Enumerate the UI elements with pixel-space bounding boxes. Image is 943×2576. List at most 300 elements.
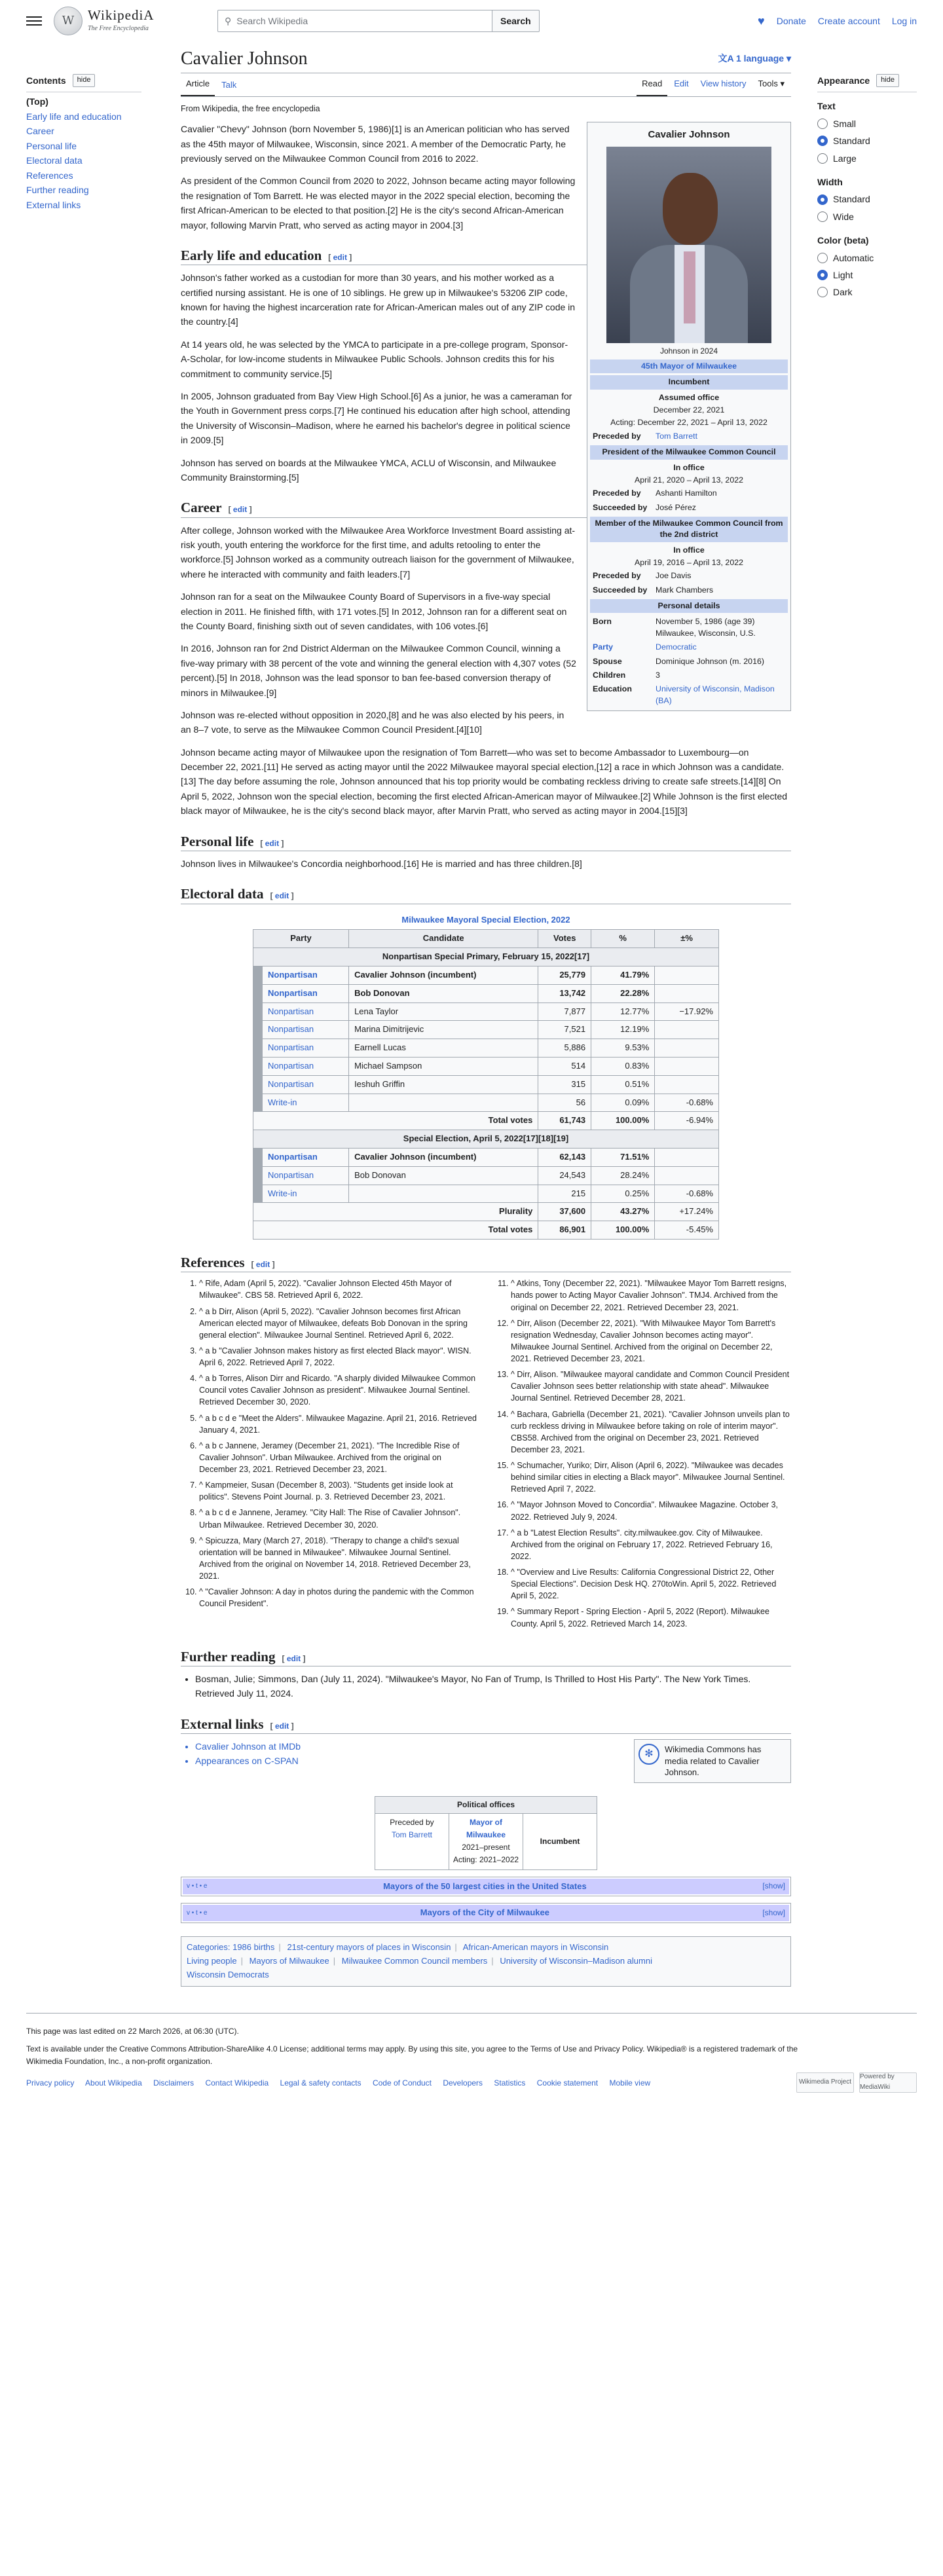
footer-link[interactable]: Privacy policy	[26, 2078, 75, 2088]
column-header: %	[591, 930, 655, 948]
succession-acting: Acting: 2021–2022	[453, 1855, 519, 1865]
candidate-cell: Bob Donovan	[349, 1166, 538, 1185]
preceded-label: Preceded by	[593, 571, 641, 581]
party-cell[interactable]: Nonpartisan	[263, 1075, 349, 1094]
paragraph: Johnson's father worked as a custodian for more than 30 years, and his mother worked as a certified nursing assistant. He is one of 10 siblings. He grew up in Milwaukee's 53206 ZIP code, known for having the highest incarceration rate for African-American males out of any ZIP code in the country.[4]	[181, 272, 576, 327]
site-header	[0, 0, 943, 42]
section-title: References	[181, 1254, 245, 1270]
edit-section-link[interactable]: edit	[333, 252, 347, 262]
reference-item[interactable]: 4. ^ a b Torres, Alison Dirr and Ricardo. "A sharply divided Milwaukee Common Council votes Cavalier Johnson as president". Milwaukee Journal Sentinel. Retrieved December 30, 2020.	[199, 1372, 479, 1408]
footer-link[interactable]: Contact Wikipedia	[205, 2078, 269, 2088]
reference-item[interactable]: 7. ^ Kampmeier, Susan (December 8, 2003). "Students get inside look at politics". Stevens Point Journal. p. 3. Retrieved December 23, 2021.	[199, 1479, 479, 1503]
change-cell	[655, 1148, 719, 1166]
radio-small[interactable]	[817, 119, 828, 129]
section-title: Career	[181, 500, 222, 516]
globe-icon: W	[54, 7, 83, 35]
candidate-cell: Ieshuh Griffin	[349, 1075, 538, 1094]
paragraph: In 2005, Johnson graduated from Bay View High School.[6] As a junior, he was a cameraman for the Youth in Government press corps.[7] He continued his education after high school, attending the University of Wisconsin–Madison, where he earned his bachelor's degree in political science in 2009.[5]	[181, 390, 572, 446]
party-cell[interactable]: Nonpartisan	[263, 1166, 349, 1185]
article-content	[181, 122, 791, 1986]
footer-link[interactable]: Disclaimers	[153, 2078, 194, 2088]
reference-item[interactable]: 5. ^ a b c d e "Meet the Alders". Milwaukee Magazine. April 21, 2016. Retrieved January 4, 2021.	[199, 1412, 479, 1436]
category-link[interactable]: Living people	[187, 1955, 237, 1966]
infobox-office-3[interactable]: Member of the Milwaukee Common Council from the 2nd district	[590, 517, 788, 542]
infobox	[587, 122, 791, 711]
toc-item-further-reading[interactable]: Further reading	[26, 185, 89, 196]
party-cell[interactable]: Nonpartisan	[263, 984, 349, 1003]
total-votes: 61,743	[538, 1112, 591, 1130]
appearance-hide-button[interactable]: hide	[876, 74, 899, 87]
edit-section-link[interactable]: edit	[274, 1721, 289, 1731]
chevron-down-icon: ▾	[780, 79, 785, 89]
party-cell[interactable]: Nonpartisan	[263, 1039, 349, 1058]
intro-paragraph: Cavalier "Chevy" Johnson (born November 5, 1986)[1] is an American politician who has served as the 45th mayor of Milwaukee, Wisconsin, since 2021. A member of the Democratic Party, he previously served on the Milwaukee Common Council from 2016 to 2022.	[181, 124, 570, 164]
toc-item-references[interactable]: References	[26, 170, 73, 181]
infobox-office-2[interactable]: President of the Milwaukee Common Council	[590, 445, 788, 459]
succeeded-label: Succeeded by	[593, 502, 648, 512]
category-link[interactable]: University of Wisconsin–Madison alumni	[500, 1955, 652, 1966]
toc-hide-button[interactable]: hide	[73, 74, 96, 87]
change-cell: -0.68%	[655, 1094, 719, 1112]
candidate-cell	[349, 1094, 538, 1112]
preceded-value: Ashanti Hamilton	[656, 488, 717, 498]
table-row	[253, 1166, 719, 1185]
donate-link[interactable]: Donate	[776, 15, 806, 26]
further-reading-item[interactable]: • Bosman, Julie; Simmons, Dan (July 11, 2024). "Milwaukee's Mayor, No Fan of Trump, Is Thrilled to Host His Party". The New York Times. Retrieved July 11, 2024.	[195, 1672, 791, 1701]
wikimedia-badge[interactable]: Wikimedia Project	[796, 2072, 854, 2093]
party-color-swatch	[253, 1075, 263, 1094]
office-3-dates: April 19, 2016 – April 13, 2022	[634, 558, 743, 568]
radio-dark[interactable]	[817, 287, 828, 297]
external-link-cspan[interactable]: • Appearances on C-SPAN	[195, 1754, 791, 1768]
change-cell: -0.68%	[655, 1185, 719, 1203]
table-row	[253, 1021, 719, 1039]
total-votes: 86,901	[538, 1221, 591, 1240]
toc-item-early-life[interactable]: Early life and education	[26, 111, 122, 122]
votes-cell: 62,143	[538, 1148, 591, 1166]
reference-item[interactable]: 19. ^ Summary Report - Spring Election - April 5, 2022 (Report). Milwaukee County. April 5, 2022. Retrieved March 14, 2023.	[511, 1606, 791, 1629]
mediawiki-badge[interactable]: Powered by MediaWiki	[859, 2072, 917, 2093]
radio-label: Wide	[833, 211, 854, 222]
edit-section-link[interactable]: edit	[265, 838, 280, 848]
paragraph: Johnson was re-elected without opposition in 2020,[8] and he was also elected by his peers, in an 8–7 vote, to serve as the Milwaukee Common Council President.[4][10]	[181, 709, 564, 735]
language-label: 1 language	[735, 52, 785, 64]
party-cell[interactable]: Nonpartisan	[263, 966, 349, 985]
votes-cell: 56	[538, 1094, 591, 1112]
change-cell	[655, 966, 719, 985]
party-color-swatch	[253, 1003, 263, 1021]
total-row	[253, 1203, 719, 1221]
section-heading-personal-life: Personal life [ edit ]	[181, 833, 791, 851]
preceded-link[interactable]: Tom Barrett	[656, 431, 698, 441]
votes-cell: 315	[538, 1075, 591, 1094]
succession-preceded-label: Preceded by	[390, 1817, 434, 1827]
party-cell[interactable]: Write-in	[263, 1094, 349, 1112]
party-cell[interactable]: Nonpartisan	[263, 1057, 349, 1075]
radio-label: Large	[833, 153, 857, 164]
category-link[interactable]: 21st-century mayors of places in Wisconsin	[287, 1942, 451, 1953]
tab-read[interactable]: Read	[637, 73, 667, 96]
preceded-label: Preceded by	[593, 431, 641, 441]
table-row	[253, 1075, 719, 1094]
section-heading-early-life: Early life and education [ edit ]	[181, 247, 791, 265]
column-header: Party	[253, 930, 349, 948]
votes-cell: 25,779	[538, 966, 591, 985]
reference-item[interactable]: 13. ^ Dirr, Alison. "Milwaukee mayoral candidate and Common Council President Cavalier Johnson sees better relationship with state ahead". Milwaukee Journal Sentinel. Retrieved December 28, 2021.	[511, 1369, 791, 1404]
total-change: -5.45%	[655, 1221, 719, 1240]
succession-years: 2021–present	[462, 1843, 510, 1852]
percent-cell: 0.09%	[591, 1094, 655, 1112]
percent-cell: 0.51%	[591, 1075, 655, 1094]
candidate-cell: Marina Dimitrijevic	[349, 1021, 538, 1039]
last-edited: This page was last edited on 22 March 2026, at 06:30 (UTC).	[26, 2026, 239, 2036]
total-change: -6.94%	[655, 1112, 719, 1130]
intro-paragraph: As president of the Common Council from 2020 to 2022, Johnson became acting mayor following the resignation of Tom Barrett. He was elected mayor in the 2022 special election, becoming the first African-American to be elected to that position.[2] He is the city's second African-American mayor, following Marvin Pratt, who served as acting mayor in 2004.[3]	[181, 175, 576, 230]
section-title: Electoral data	[181, 886, 264, 902]
party-cell[interactable]: Write-in	[263, 1185, 349, 1203]
portrait-image[interactable]	[606, 147, 771, 343]
votes-cell: 215	[538, 1185, 591, 1203]
category-link[interactable]: Wisconsin Democrats	[187, 1969, 269, 1979]
table-row	[253, 1057, 719, 1075]
navbox-title[interactable]: Mayors of the 50 largest cities in the United States	[383, 1881, 587, 1891]
reference-item[interactable]: 1. ^ Rife, Adam (April 5, 2022). "Cavalier Johnson Elected 45th Mayor of Milwaukee". CBS 58. Retrieved April 6, 2022.	[199, 1278, 479, 1301]
navbox-show-button[interactable]: [show]	[762, 1908, 785, 1918]
table-row	[253, 1185, 719, 1203]
width-label: Width	[817, 176, 843, 187]
total-row	[253, 1221, 719, 1240]
footer-link[interactable]: Mobile view	[609, 2078, 651, 2088]
total-row	[253, 1112, 719, 1130]
color-label: Color (beta)	[817, 235, 869, 246]
candidate-cell: Cavalier Johnson (incumbent)	[349, 966, 538, 985]
party-color-swatch	[253, 984, 263, 1003]
spouse-label: Spouse	[593, 656, 622, 666]
category-label[interactable]: Categories: 1986 births	[187, 1942, 275, 1953]
navbox-title[interactable]: Mayors of the City of Milwaukee	[420, 1907, 549, 1918]
reference-item[interactable]: 18. ^ "Overview and Live Results: California Congressional District 22, Other Special Elections". Decision Desk HQ. 270toWin. April 5, 2022. Retrieved April 5, 2022.	[511, 1566, 791, 1602]
total-change: +17.24%	[655, 1203, 719, 1221]
party-cell[interactable]: Nonpartisan	[263, 1148, 349, 1166]
percent-cell: 41.79%	[591, 966, 655, 985]
in-office-label: In office	[673, 545, 705, 555]
navbox-milwaukee-mayors	[181, 1903, 791, 1923]
category-link[interactable]: Mayors of Milwaukee	[249, 1955, 329, 1966]
reference-item[interactable]: 15. ^ Schumacher, Yuriko; Dirr, Alison (April 6, 2022). "Milwaukee was decades behind similar cities in electing a Black mayor". Milwaukee Journal Sentinel. Retrieved April 7, 2022.	[511, 1460, 791, 1495]
party-color-swatch	[253, 966, 263, 985]
tagline-from: From Wikipedia, the free encyclopedia	[181, 104, 320, 114]
percent-cell: 12.19%	[591, 1021, 655, 1039]
paragraph: Johnson lives in Milwaukee's Concordia neighborhood.[16] He is married and has three children.[8]	[181, 858, 582, 869]
tab-view-history[interactable]: View history	[700, 79, 747, 89]
site-footer	[26, 2013, 917, 2116]
succeeded-value: Mark Chambers	[656, 585, 714, 595]
section-heading-career: Career [ edit ]	[181, 499, 791, 517]
candidate-cell: Lena Taylor	[349, 1003, 538, 1021]
edit-section-link[interactable]: edit	[232, 505, 248, 515]
external-link-imdb[interactable]: • Cavalier Johnson at IMDb	[195, 1739, 791, 1754]
toc-item-career[interactable]: Career	[26, 126, 54, 137]
radio-label: Small	[833, 118, 857, 129]
column-header: Votes	[538, 930, 591, 948]
reference-item[interactable]: 8. ^ a b c d e Jannene, Jeramey. "City Hall: The Rise of Cavalier Johnson". Urban Milwaukee. Retrieved December 30, 2020.	[199, 1507, 479, 1530]
candidate-cell: Bob Donovan	[349, 984, 538, 1003]
tab-article[interactable]: Article	[181, 73, 215, 96]
education-value[interactable]: University of Wisconsin, Madison (BA)	[656, 684, 775, 705]
candidate-cell: Earnell Lucas	[349, 1039, 538, 1058]
votes-cell: 7,877	[538, 1003, 591, 1021]
section-title: External links	[181, 1716, 264, 1732]
create-account-link[interactable]: Create account	[817, 15, 880, 26]
candidate-cell: Michael Sampson	[349, 1057, 538, 1075]
radio-wide[interactable]	[817, 212, 828, 222]
paragraph: At 14 years old, he was selected by the YMCA to participate in a pre-college program, Sponsor-A-Scholar, for low-income students in Milwaukee Public Schools. Johnson credits this for his commitment to community service.[5]	[181, 339, 568, 379]
toc-item-personal-life[interactable]: Personal life	[26, 140, 77, 151]
toc-title: Contents	[26, 75, 66, 86]
reference-item[interactable]: 3. ^ a b "Cavalier Johnson makes history as first elected Black mayor". WISN. April 6, 2022. Retrieved April 7, 2022.	[199, 1345, 479, 1369]
appearance-title: Appearance	[817, 75, 870, 86]
radio-label: Automatic	[833, 252, 874, 263]
born-label: Born	[593, 617, 612, 627]
section-heading-electoral-data: Electoral data [ edit ]	[181, 885, 791, 904]
category-link[interactable]: Milwaukee Common Council members	[341, 1955, 488, 1966]
percent-cell: 22.28%	[591, 984, 655, 1003]
edit-section-link[interactable]: edit	[286, 1653, 301, 1663]
reference-list	[181, 1278, 791, 1633]
acting-dates: Acting: December 22, 2021 – April 13, 2022	[610, 418, 767, 428]
succeeded-value: José Pérez	[656, 502, 696, 512]
succession-box	[375, 1796, 597, 1870]
change-cell	[655, 984, 719, 1003]
party-cell[interactable]: Nonpartisan	[263, 1003, 349, 1021]
election-results-table	[253, 911, 719, 1240]
license-text: Text is available under the Creative Commons Attribution-ShareAlike 4.0 License; additional terms may apply. By using this site, you agree to the Terms of Use and Privacy Policy. Wikipedia® is a registered trademark of the Wikimedia Foundation, Inc., a non-profit organization.	[26, 2044, 798, 2066]
percent-cell: 71.51%	[591, 1148, 655, 1166]
footer-link[interactable]: About Wikipedia	[85, 2078, 142, 2088]
spouse-value: Dominique Johnson (m. 2016)	[656, 656, 764, 666]
footer-link[interactable]: Legal & safety contacts	[280, 2078, 361, 2088]
table-row	[253, 1094, 719, 1112]
assumed-office-date: December 22, 2021	[653, 405, 725, 415]
votes-cell: 13,742	[538, 984, 591, 1003]
page-title: Cavalier Johnson	[181, 48, 308, 69]
office-2-dates: April 21, 2020 – April 13, 2022	[634, 475, 743, 485]
table-row	[253, 1003, 719, 1021]
percent-cell: 9.53%	[591, 1039, 655, 1058]
election-table-caption[interactable]: Milwaukee Mayoral Special Election, 2022	[401, 914, 570, 925]
total-percent: 100.00%	[591, 1221, 655, 1240]
election-subheader: Special Election, April 5, 2022[17][18][19]	[253, 1130, 719, 1149]
infobox-office-1[interactable]: 45th Mayor of Milwaukee	[590, 359, 788, 373]
page-tabs	[181, 73, 791, 97]
change-cell	[655, 1166, 719, 1185]
votes-cell: 5,886	[538, 1039, 591, 1058]
succession-preceded-link[interactable]: Tom Barrett	[391, 1830, 432, 1840]
radio-standard-width[interactable]	[817, 194, 828, 205]
percent-cell: 0.25%	[591, 1185, 655, 1203]
tab-edit[interactable]: Edit	[674, 79, 689, 89]
edit-section-link[interactable]: edit	[274, 891, 289, 901]
total-percent: 43.27%	[591, 1203, 655, 1221]
party-color-swatch	[253, 1094, 263, 1112]
candidate-cell	[349, 1185, 538, 1203]
change-cell	[655, 1057, 719, 1075]
tab-talk[interactable]: Talk	[221, 80, 237, 90]
tab-tools[interactable]	[752, 73, 790, 96]
reference-item[interactable]: 16. ^ "Mayor Johnson Moved to Concordia". Milwaukee Magazine. October 3, 2022. Retrieved July 9, 2024.	[511, 1499, 791, 1522]
search-form	[217, 10, 540, 32]
radio-label: Dark	[833, 287, 853, 298]
percent-cell: 12.77%	[591, 1003, 655, 1021]
change-cell: −17.92%	[655, 1003, 719, 1021]
in-office-label: In office	[673, 462, 705, 472]
section-title: Early life and education	[181, 247, 322, 263]
footer-link[interactable]: Cookie statement	[536, 2078, 599, 2088]
table-row	[253, 1039, 719, 1058]
succession-title: Political offices	[375, 1797, 597, 1813]
votes-cell: 514	[538, 1057, 591, 1075]
toc-item-electoral-data[interactable]: Electoral data	[26, 155, 83, 166]
edit-section-link[interactable]: edit	[255, 1259, 270, 1269]
radio-standard-text[interactable]	[817, 136, 828, 146]
reference-item[interactable]: 11. ^ Atkins, Tony (December 22, 2021). "Milwaukee Mayor Tom Barrett resigns, hands power to Acting Mayor Cavalier Johnson". TMJ4. Archived from the original on December 22, 2021. Retrieved December 23, 2021.	[511, 1278, 791, 1313]
paragraph: Johnson became acting mayor of Milwaukee upon the resignation of Tom Barrett—who was set to become Ambassador to Luxembourg—on December 22, 2021.[11] He served as acting mayor until the 2022 Milwaukee mayoral special election,[12] a race in which Johnson was a candidate.[13] The day before assuming the role, Johnson announced that his top priority would be combating reckless driving to create safe streets.[14][8] On April 5, 2022, Johnson won the special election, becoming the first elected African-American mayor of Milwaukee.[2] While Johnson is the first elected black mayor of Milwaukee, he is the city's second black mayor, after Marvin Pratt, who served as acting mayor in 2004.[15][3]	[181, 746, 788, 817]
table-row	[253, 966, 719, 985]
percent-cell: 28.24%	[591, 1166, 655, 1185]
radio-label: Light	[833, 269, 853, 280]
tagline: The Free Encyclopedia	[88, 24, 149, 32]
children-label: Children	[593, 670, 626, 680]
infobox-title: Cavalier Johnson	[590, 125, 788, 144]
succession-office-link[interactable]: Mayor of Milwaukee	[466, 1817, 506, 1840]
total-percent: 100.00%	[591, 1112, 655, 1130]
percent-cell: 0.83%	[591, 1057, 655, 1075]
votes-cell: 7,521	[538, 1021, 591, 1039]
search-icon: ⚲	[225, 15, 232, 26]
reference-item[interactable]: 14. ^ Bachara, Gabriella (December 21, 2021). "Cavalier Johnson unveils plan to curb reckless driving in Milwaukee before taking on role of interim mayor". CBS58. Archived from the original on December 23, 2021. Retrieved December 23, 2021.	[511, 1408, 791, 1456]
reference-item[interactable]: 17. ^ a b "Latest Election Results". city.milwaukee.gov. City of Milwaukee. Archived from the original on February 17, 2022. Retrieved February 16, 2022.	[511, 1527, 791, 1562]
election-subheader: Nonpartisan Special Primary, February 15, 2022[17]	[253, 948, 719, 966]
reference-item[interactable]: 10. ^ "Cavalier Johnson: A day in photos during the pandemic with the Common Council President".	[199, 1586, 479, 1610]
appearance-panel	[817, 42, 917, 1987]
language-button[interactable]: 文A 1 language ▾	[718, 52, 791, 64]
party-color-swatch	[253, 1021, 263, 1039]
born-value: November 5, 1986 (age 39) Milwaukee, Wisconsin, U.S.	[656, 617, 756, 638]
radio-large[interactable]	[817, 153, 828, 164]
toc-item-external-links[interactable]: External links	[26, 199, 81, 210]
login-link[interactable]: Log in	[891, 15, 917, 26]
party-value[interactable]: Democratic	[656, 642, 697, 652]
table-of-contents	[26, 42, 141, 1987]
votes-cell: 24,543	[538, 1166, 591, 1185]
main-menu-icon[interactable]	[26, 13, 42, 29]
search-placeholder: Search Wikipedia	[236, 15, 308, 26]
radio-label: Standard	[833, 136, 870, 147]
party-label[interactable]: Party	[593, 642, 613, 652]
section-heading-further-reading: Further reading [ edit ]	[181, 1648, 791, 1666]
total-label: Total votes	[253, 1112, 538, 1130]
reference-item[interactable]: 6. ^ a b c Jannene, Jeramey (December 21, 2021). "The Incredible Rise of Cavalier Johnson". Urban Milwaukee. Archived from the original on December 23, 2021. Retrieved December 23, 2021.	[199, 1440, 479, 1475]
translate-icon: 文A	[718, 52, 736, 64]
infobox-incumbent: Incumbent	[590, 375, 788, 389]
total-label: Plurality	[253, 1203, 538, 1221]
change-cell	[655, 1039, 719, 1058]
reference-item[interactable]: 9. ^ Spicuzza, Mary (March 27, 2018). "Therapy to change a child's sexual orientation will be banned in Milwaukee". Milwaukee Journal Sentinel. Archived from the original on November 14, 2018. Retrieved December 23, 2021.	[199, 1535, 479, 1583]
paragraph: After college, Johnson worked with the Milwaukee Area Workforce Investment Board assisting at-risk youth, youth entering the workforce for the first time, and adults retooling to enter the workforce.[5] Johnson worked as a community outreach liaison for the government of Milwaukee, where he interacted with community and faith leaders.[7]	[181, 524, 576, 580]
search-button[interactable]: Search	[492, 10, 540, 32]
radio-light[interactable]	[817, 270, 828, 280]
party-color-swatch	[253, 1185, 263, 1203]
category-links: Categories: 1986 births | 21st-century mayors of places in Wisconsin | African-American mayors in Wisconsin Living people | Mayors of Milwaukee | Milwaukee Common Council members | University of Wisconsin–Madison alumni Wisconsin Democrats	[181, 1936, 791, 1986]
total-label: Total votes	[253, 1221, 538, 1240]
change-cell	[655, 1075, 719, 1094]
section-heading-references: References [ edit ]	[181, 1254, 791, 1272]
section-heading-external-links: External links [ edit ]	[181, 1716, 791, 1734]
search-input[interactable]	[217, 10, 492, 32]
article-main	[181, 42, 791, 1987]
paragraph: Johnson has served on boards at the Milwaukee YMCA, ACLU of Wisconsin, and Milwaukee Community Brainstorming.[5]	[181, 457, 557, 483]
donate-heart-icon: ♥	[758, 14, 765, 28]
education-label: Education	[593, 684, 632, 694]
section-title: Personal life	[181, 833, 254, 849]
footer-link[interactable]: Developers	[443, 2078, 483, 2088]
page-title-bar	[181, 42, 791, 73]
column-header: Candidate	[349, 930, 538, 948]
category-link[interactable]: African-American mayors in Wisconsin	[462, 1942, 609, 1953]
navbox-vte-links[interactable]: v • t • e	[187, 1909, 208, 1917]
wikimedia-commons-icon: ✻	[638, 1744, 659, 1765]
reference-item[interactable]: 2. ^ a b Dirr, Alison (April 5, 2022). "Cavalier Johnson becomes first African American elected mayor of Milwaukee, defeats Bob Donovan in the spring general election". Milwaukee Journal Sentinel. Retrieved April 6, 2022.	[199, 1306, 479, 1341]
party-color-swatch	[253, 1166, 263, 1185]
party-color-swatch	[253, 1057, 263, 1075]
table-row	[253, 1148, 719, 1166]
children-value: 3	[656, 670, 660, 680]
succession-next: Incumbent	[540, 1836, 580, 1846]
navbox-vte-links[interactable]: v • t • e	[187, 1882, 208, 1890]
reference-item[interactable]: 12. ^ Dirr, Alison (December 22, 2021). "With Milwaukee Mayor Tom Barrett's resignation Wednesday, Cavalier Johnson becomes acting mayor". Milwaukee Journal Sentinel. Archived from the original on December 22, 2021. Retrieved December 23, 2021.	[511, 1317, 791, 1365]
radio-label: Standard	[833, 194, 870, 205]
preceded-value: Joe Davis	[656, 571, 692, 581]
party-cell[interactable]: Nonpartisan	[263, 1021, 349, 1039]
candidate-cell: Cavalier Johnson (incumbent)	[349, 1148, 538, 1166]
toc-item-top[interactable]: (Top)	[26, 96, 48, 107]
infobox-caption: Johnson in 2024	[659, 346, 718, 356]
paragraph: In 2016, Johnson ran for 2nd District Alderman on the Milwaukee Common Council, winning a five-way primary with 38 percent of the vote and winning the general election with 4,307 votes (52 percent).[5] In 2018, Johnson was the lead sponsor to ban fee-based conversion therapy of minors in Milwaukee.[9]	[181, 643, 576, 698]
section-title: Further reading	[181, 1648, 276, 1665]
tools-label: Tools	[758, 79, 778, 89]
succeeded-label: Succeeded by	[593, 585, 648, 595]
personal-details-header: Personal details	[590, 599, 788, 613]
party-color-swatch	[253, 1148, 263, 1166]
wordmark: WikipediA	[88, 7, 155, 24]
wikipedia-logo[interactable]	[54, 7, 178, 35]
text-size-label: Text	[817, 101, 836, 112]
table-row	[253, 984, 719, 1003]
commons-box	[634, 1739, 791, 1783]
footer-link[interactable]: Code of Conduct	[372, 2078, 432, 2088]
preceded-label: Preceded by	[593, 488, 641, 498]
total-votes: 37,600	[538, 1203, 591, 1221]
change-cell	[655, 1021, 719, 1039]
radio-automatic[interactable]	[817, 253, 828, 263]
commons-text[interactable]: Wikimedia Commons has media related to Cavalier Johnson.	[665, 1744, 762, 1778]
navbox-show-button[interactable]: [show]	[762, 1881, 785, 1891]
assumed-office-label: Assumed office	[658, 392, 720, 402]
footer-links	[26, 2077, 917, 2089]
navbox-50-largest-cities	[181, 1877, 791, 1897]
footer-link[interactable]: Statistics	[494, 2078, 526, 2088]
party-color-swatch	[253, 1039, 263, 1058]
